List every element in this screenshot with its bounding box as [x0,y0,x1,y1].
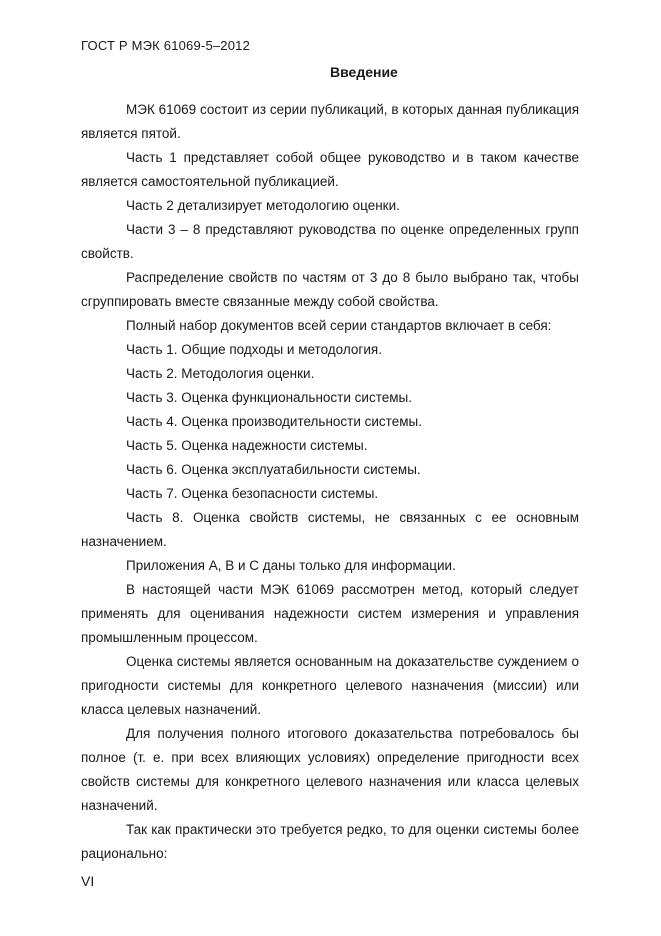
paragraph: Часть 1 представляет собой общее руководство и в таком качестве является самостоятельной публикацией. [81,150,579,189]
list-item-part-5: Часть 5. Оценка надежности системы. [126,438,368,453]
paragraph: Часть 2 детализирует методологию оценки. [126,198,400,213]
paragraph: МЭК 61069 состоит из серии публикаций, в которых данная публикация является пятой. [81,102,579,141]
list-item-part-8: Часть 8. Оценка свойств системы, не связанных с ее основным назначением. [81,510,579,549]
paragraph: Для получения полного итогового доказательства потребовалось бы полное (т. е. при всех влияющих условиях) определение пригодности всех свойств системы для конкретного целевого назначения или класса целевых назначений. [81,726,579,813]
paragraph: Оценка системы является основанным на доказательстве суждением о пригодности системы для конкретного целевого назначения (миссии) или класса целевых назначений. [81,654,579,717]
list-item-part-1: Часть 1. Общие подходы и методология. [126,342,382,357]
document-header: ГОСТ Р МЭК 61069-5–2012 [81,38,251,53]
list-item-part-6: Часть 6. Оценка эксплуатабильности системы. [126,462,421,477]
list-item-part-3: Часть 3. Оценка функциональности системы. [126,390,412,405]
paragraph: Так как практически это требуется редко, то для оценки системы более рационально: [81,822,579,861]
paragraph: Полный набор документов всей серии стандартов включает в себя: [126,318,552,333]
list-item-part-4: Часть 4. Оценка производительности системы. [126,414,422,429]
page-number: VI [81,873,95,889]
paragraph: Части 3 – 8 представляют руководства по оценке определенных групп свойств. [81,222,579,261]
paragraph: В настоящей части МЭК 61069 рассмотрен метод, который следует применять для оценивания надежности систем измерения и управления промышленным процессом. [81,582,579,645]
list-item-part-2: Часть 2. Методология оценки. [126,366,315,381]
body-text [81,98,579,866]
section-title: Введение [330,64,398,80]
paragraph: Распределение свойств по частям от 3 до 8 было выбрано так, чтобы сгруппировать вместе связанные между собой свойства. [81,270,579,309]
paragraph: Приложения A, B и C даны только для информации. [126,558,456,573]
list-item-part-7: Часть 7. Оценка безопасности системы. [126,486,379,501]
